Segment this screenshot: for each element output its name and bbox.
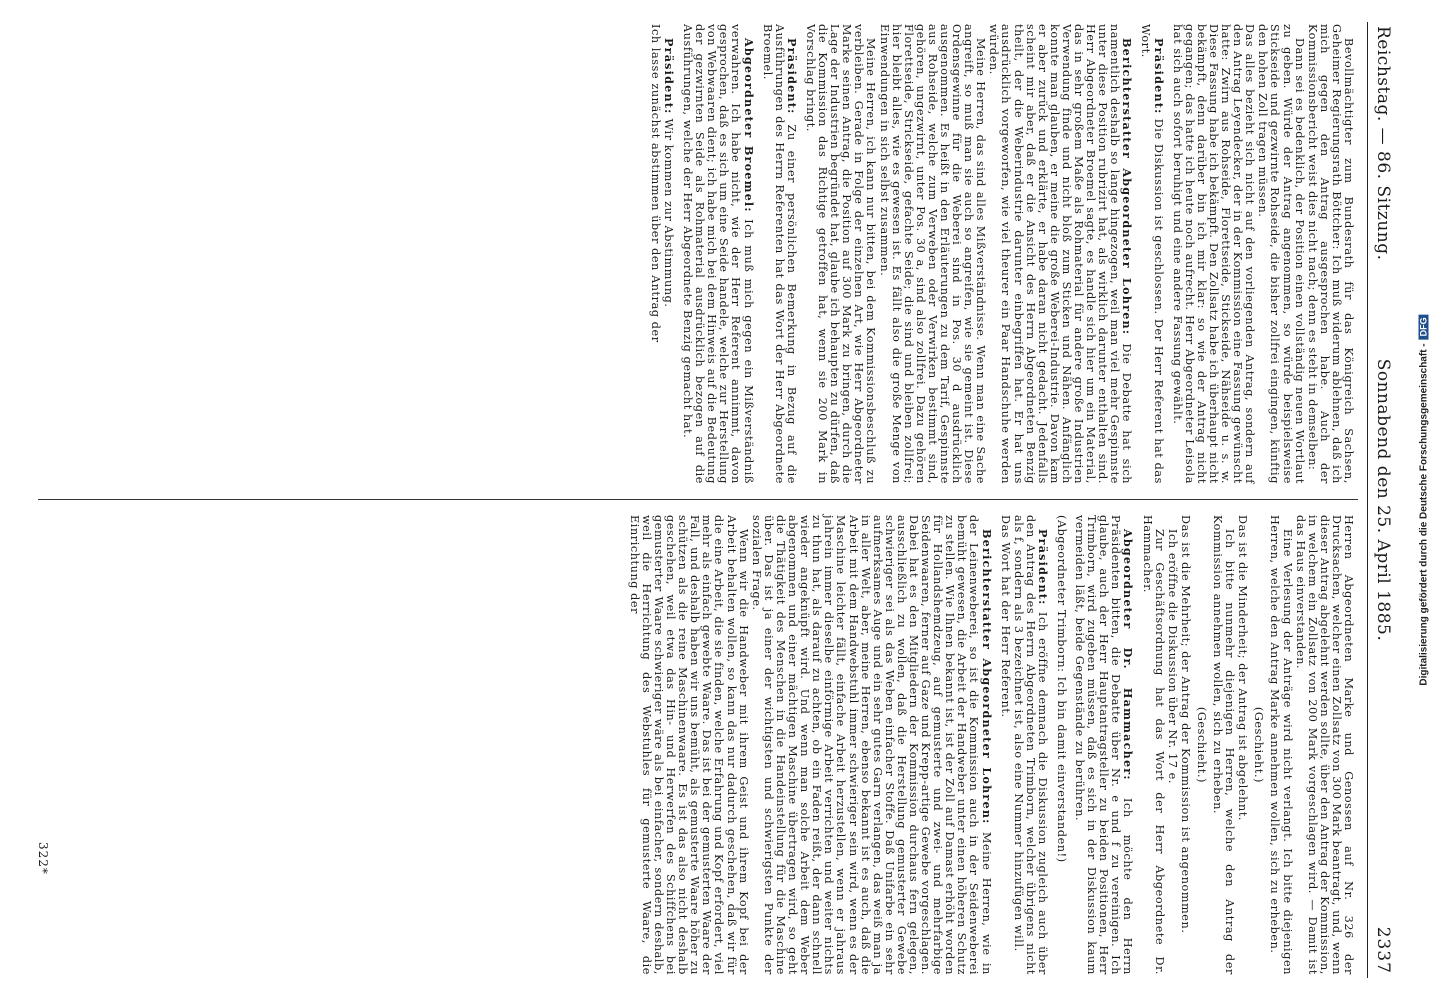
running-head-date: Sonnabend den 25. April 1885. [1373,358,1393,642]
speaker-name: Berichterstatter Abgeordneter Lohren: [979,529,994,825]
paragraph-text: Die Diskussion ist geschlossen. Der Herr Referent hat das Wort. [1139,24,1165,484]
paragraph-text: Das Wort hat der Herr Referent. [998,515,1012,718]
paragraph-text: Zu einer persönlichen Bemerkung in Bezug auf die Ausführungen des Herrn Referenten hat das Wort der Herr Abgeordnete Broemel. [760,24,798,485]
paragraph-text: Das ist die Mehrheit; der Antrag der Kommission ist angenommen. [1178,515,1192,934]
stage-direction [1195,515,1207,975]
paragraph [1236,515,1248,975]
paragraph [761,24,798,484]
column-divider [38,499,1358,500]
paragraph [628,515,749,975]
paragraph [649,24,661,484]
paragraph [1179,515,1191,975]
dfg-logo-badge: DFG [1419,314,1429,339]
paragraph-text: Herren Abgeordneten Marke und Genossen auf Nr. 326 der Drucksachen, welcher einen Zollsatz von 300 Mark beantragt, und, wenn dieser Antrag abgelehnt werden sollte, über den Antrag der Kommission, in welchem ein Zollsatz von 200 Mark vorgeschlagen wird. — Damit ist das Haus einverstanden. [1293,515,1355,975]
speaker-name: Präsident: [1035,529,1050,606]
paragraph-text: Das alles bezieht sich nicht auf den vorliegenden Antrag, sondern auf den Antrag Leyendecker, der in der Kommission eine Fassung gewünscht hatte: Zwirn aus Rohseide, Florettseide, Stickseide, Nähseide u. s. w. Diese Fassung habe ich bekämpft. Den Zollsatz habe ich überhaupt nicht bekämpft, denn darüber bin ich mir klar: so wie der Antrag nicht gegangen; das hatte ich heute noch aufrecht. Herr Abgeordneter Leisola hat sich auch sofort beruhigt und eine andere Fassung gewählt. [1170,24,1257,484]
paragraph-text: Das ist die Minderheit; der Antrag ist abgelehnt. [1236,515,1250,822]
paragraph-text: Ich bitte nunmehr diejenigen Herren, welche den Antrag der Kommission annehmen wollen, sich zu erheben. [1211,515,1237,975]
running-head-left: Reichstag. — 86. Sitzung. [1373,26,1393,261]
paragraph [1055,515,1067,975]
page-number: 2337 [1373,926,1393,974]
paragraph-text: Zur Geschäftsordnung hat das Wort der Herr Abgeordnete Dr. Hammacher. [1140,515,1166,975]
paragraph-text: Meine Herren, wie in der Leinenweberei, so ist die Kommission auch in der Seidenweberei bemüht gewesen, die Arbeit der Handweber unter einen höheren Schutz zu stellen. Wie Ihnen bekannt ist, ist der Zoll auf Damast erhöht worden für Hollandshemdzeug, auf gemusterte und zwei- und mehrfarbige Seidenwaaren, ferner auf Gaze und Krepp-artige Gewebe vorgeschlagen. Dabei hat es den Mitgliedern der Kommission durchaus fern gelegen, ausschließlich zu wollen, daß die Herstellung gemusterter Gewebe schwieriger sei als das Weben einfacher Stoffe. Daß Unifarbe ein sehr aufmerksames Auge und ein sehr gutes Garn verlangen, das weiß man ja in aller Welt, aber, meine Herren, ebenso bekannt ist es auch, daß die Arbeit mit dem Handwebstuhl immer schwieriger sein wird, wenn es der Maschine leichter fällt, einfache Arbeit herzustellen, wenn er jahraus jahrein immer dieselbe einförmige Arbeit verrichten und weiter nichts zu thun hat, als darauf zu achten, ob ein Faden reißt, der dann schnell wieder angeknüpft wird. Und wenn man solche Arbeit dem Weber abgenommen und einer mächtigen Maschine übertragen wird, so geht die Thätigkeit des Menschen in die Handeinstellung für die Maschine über. Das ist ja einer der wichtigsten und schwierigsten Punkte der sozialen Frage. [749,515,993,975]
speaker-name: Berichterstatter Abgeordneter Lohren: [1120,38,1135,336]
paragraph [1256,24,1304,484]
speaker-name: Abgeordneter Broemel: [741,38,756,213]
speaker-name: Abgeordneter Dr. Hammacher: [1121,529,1136,781]
paragraph [1306,24,1354,484]
page-header [1367,22,1398,978]
paragraph-text: Ich eröffne demnach die Diskussion zugleich auch über den Antrag des Herrn Abgeordneten Trimborn, welcher übrigens nicht als f, sondern als 3 bezeichnet ist, also eine Nummer hinzufügen will. [1011,515,1049,976]
paragraph [1294,515,1354,975]
paragraph-text: Wenn wir die Handweber mit ihrem Geist und ihrem Kopf bei der Arbeit behalten wollen, so kann das nur dadurch geschehen, daß wir für die eine Arbeit, die sie finden, welche Erfahrung und Kopf erfordert, viel mehr als einfach gewebte Waare. Das ist bei der gemusterten Waare der Fall, und deshalb haben wir uns bemüht, als gemusterte Waare höher zu schützen als die reine Maschinenwaare. Es ist das also nicht deshalb geschehen, weil etwa das Hin- und Herwerfen des Schiffchens bei gemusterter Waare schwieriger wäre als bei einfacher, sondern deshalb, weil die Herrichtung des Webstuhles für gemusterte Waare, die Einrichtung der [627,515,750,975]
paragraph-text: Ich eröffne die Diskussion über Nr. 17 e. [1165,529,1179,785]
right-column [627,515,1354,975]
paragraph-text: Dann sei es bedenklich, der Position einen vollständig neuen Wortlaut zu geben. Würde der Antrag angenommen, so würde beispielsweise Stickseide und gezwirnte Rohseide, die bisher zollfrei eingingen, künftig den hohen Zoll tragen müssen. [1256,24,1306,484]
paragraph-text: Wir kommen zur Abstimmung. [662,118,676,308]
credit-label: Digitalisierung gefördert durch die Deutsche Forschungsgemeinschaft - [1418,343,1430,686]
paragraph [1139,24,1164,484]
paragraph-text: Bevollmächtigter zum Bundesrath für das Königreich Sachsen, Geheimer Regierungsrath Böttcher: Ich muß widerum ablehnen, daß ich mich gegen den Antrag ausgesprochen habe. Auch der Kommissionsbericht weist dies nicht nach; denn es steht in demselben: [1305,24,1355,484]
paragraph [1166,515,1178,975]
speaker-name: Präsident: [1151,38,1166,115]
paragraph [804,24,877,484]
paragraph-text: Meine Herren, ich kann nur bitten, bei dem Kommissionsbeschluß zu verbleiben. Gerade in Folge der einzelnen Art, wie Herr Abgeordneter Marke seinen Antrag, die Position auf 300 Mark zu bringen, durch die Lage der Industrien begründet hat, glaube ich behaupten zu dürfen, daß die Kommission das Richtige getroffen hat, wenn sie 200 Mark in Vorschlag bringt. [803,24,878,484]
paragraph [1268,515,1292,975]
paragraph [662,24,675,484]
paragraph [1211,515,1235,975]
paragraph-text: Die Debatte hat sich namentlich deshalb so lange hingezogen, weil man viel mehr Gespinnste unter diese Position rubrizirt hat, als wirklich darunter enthalten sind. Herr Abgeordneter Broemel sagte, es handle sich hier um ein Material, das in sehr großem Maße als Rohmaterial für andere große Industrien Verwendung finde und nicht bloß zum Sticken und Nähen. Anfänglich konnte man glauben, er meine die große Weberei-Industrie. Davon kam er aber zurück und erklärte, er habe daran nicht gedacht. Jedenfalls scheint mir aber, daß er die Ansicht des Herrn Abgeordneten Benzig theilt, der die Weberindustrie darunter einbegriffen hat. Er hat uns ausdrücklich vorgeworfen, wie viel theurer ein Paar Handschuhe werden würden. [987,24,1134,485]
signature-mark: 322* [36,842,50,875]
paragraph [1171,24,1256,484]
paragraph-text: Eine Verlesung der Anträge wird nicht verlangt. Ich bitte diejenigen Herren, welche den Antrag Marke annehmen wollen, sich zu erheben. [1268,515,1294,975]
paragraph-text: Ich lasse zunächst abstimmen über den Antrag der [648,24,662,343]
paragraph-text: Ich möchte den Herrn Präsidenten bitten, die Debatte über Nr. e und f zu vereinigen. Ich glaube, auch der Herr Hauptantragsteller zu beiden Positionen, Herr Trimborn, wird zugeben müssen, daß es sich in der Diskussion kaum vermeiden läßt, beide Gegenstände zu berühren. [1073,515,1135,975]
paragraph-text: Meine Herren, das sind alles Mißverständnisse. Wenn man eine Sache angreift, so muß man sie auch so angreifen, wie sie gemeint ist. Diese Ordensgewinne für die Weberei sind in Pos. 30 d ausdrücklich ausgenommen. Es heißt in den Erläuterungen zu dem Tarif, Gespinnste aus Rohseide, welche zum Verweben oder Verwirken bestimmt sind, gehören, ungezwirnt, unter Pos. 30 a, sind also zollfrei. Dazu gehören Florettseide, Strickseide, gefachte Seide; die sind und bleiben zollfrei; hier bleibt alles, wie es gewesen ist. Es fällt also die große Menge von Einwendungen in sich selbst zusammen. [877,24,988,484]
paragraph [750,515,993,975]
left-column [648,24,1354,484]
digitization-credit-text [1419,314,1430,685]
paragraph-text: (Geschieht.) [1252,706,1266,784]
paragraph-text: (Geschieht.) [1194,706,1208,784]
speaker-name: Präsident: [662,38,677,115]
paragraph [877,24,986,484]
stage-direction [1252,515,1264,975]
paragraph [999,515,1011,975]
paragraph-text: Ich muß mich gegen ein Mißverständniß verwahren. Ich habe nicht, wie der Herr Referent annimmt, davon gesprochen, daß es sich um eine Seide handele, welche zur Herstellung von Webwaaren dient; ich habe mich bei dem Hinweis auf die Bedeutung der gezwirnten Seide als Rohmaterial ausdrücklich bezogen auf die Ausführungen, welche der Herr Abgeordnete Benzig gemacht hat. [681,24,755,484]
paragraph [1141,515,1165,975]
paragraph [987,24,1133,484]
paragraph-text: (Abgeordneter Trimborn: Ich bin damit einverstanden!) [1055,515,1069,863]
speaker-name: Präsident: [784,38,799,115]
paragraph [1012,515,1049,975]
rotated-page [28,22,1398,978]
paragraph [1073,515,1134,975]
paragraph [681,24,755,484]
